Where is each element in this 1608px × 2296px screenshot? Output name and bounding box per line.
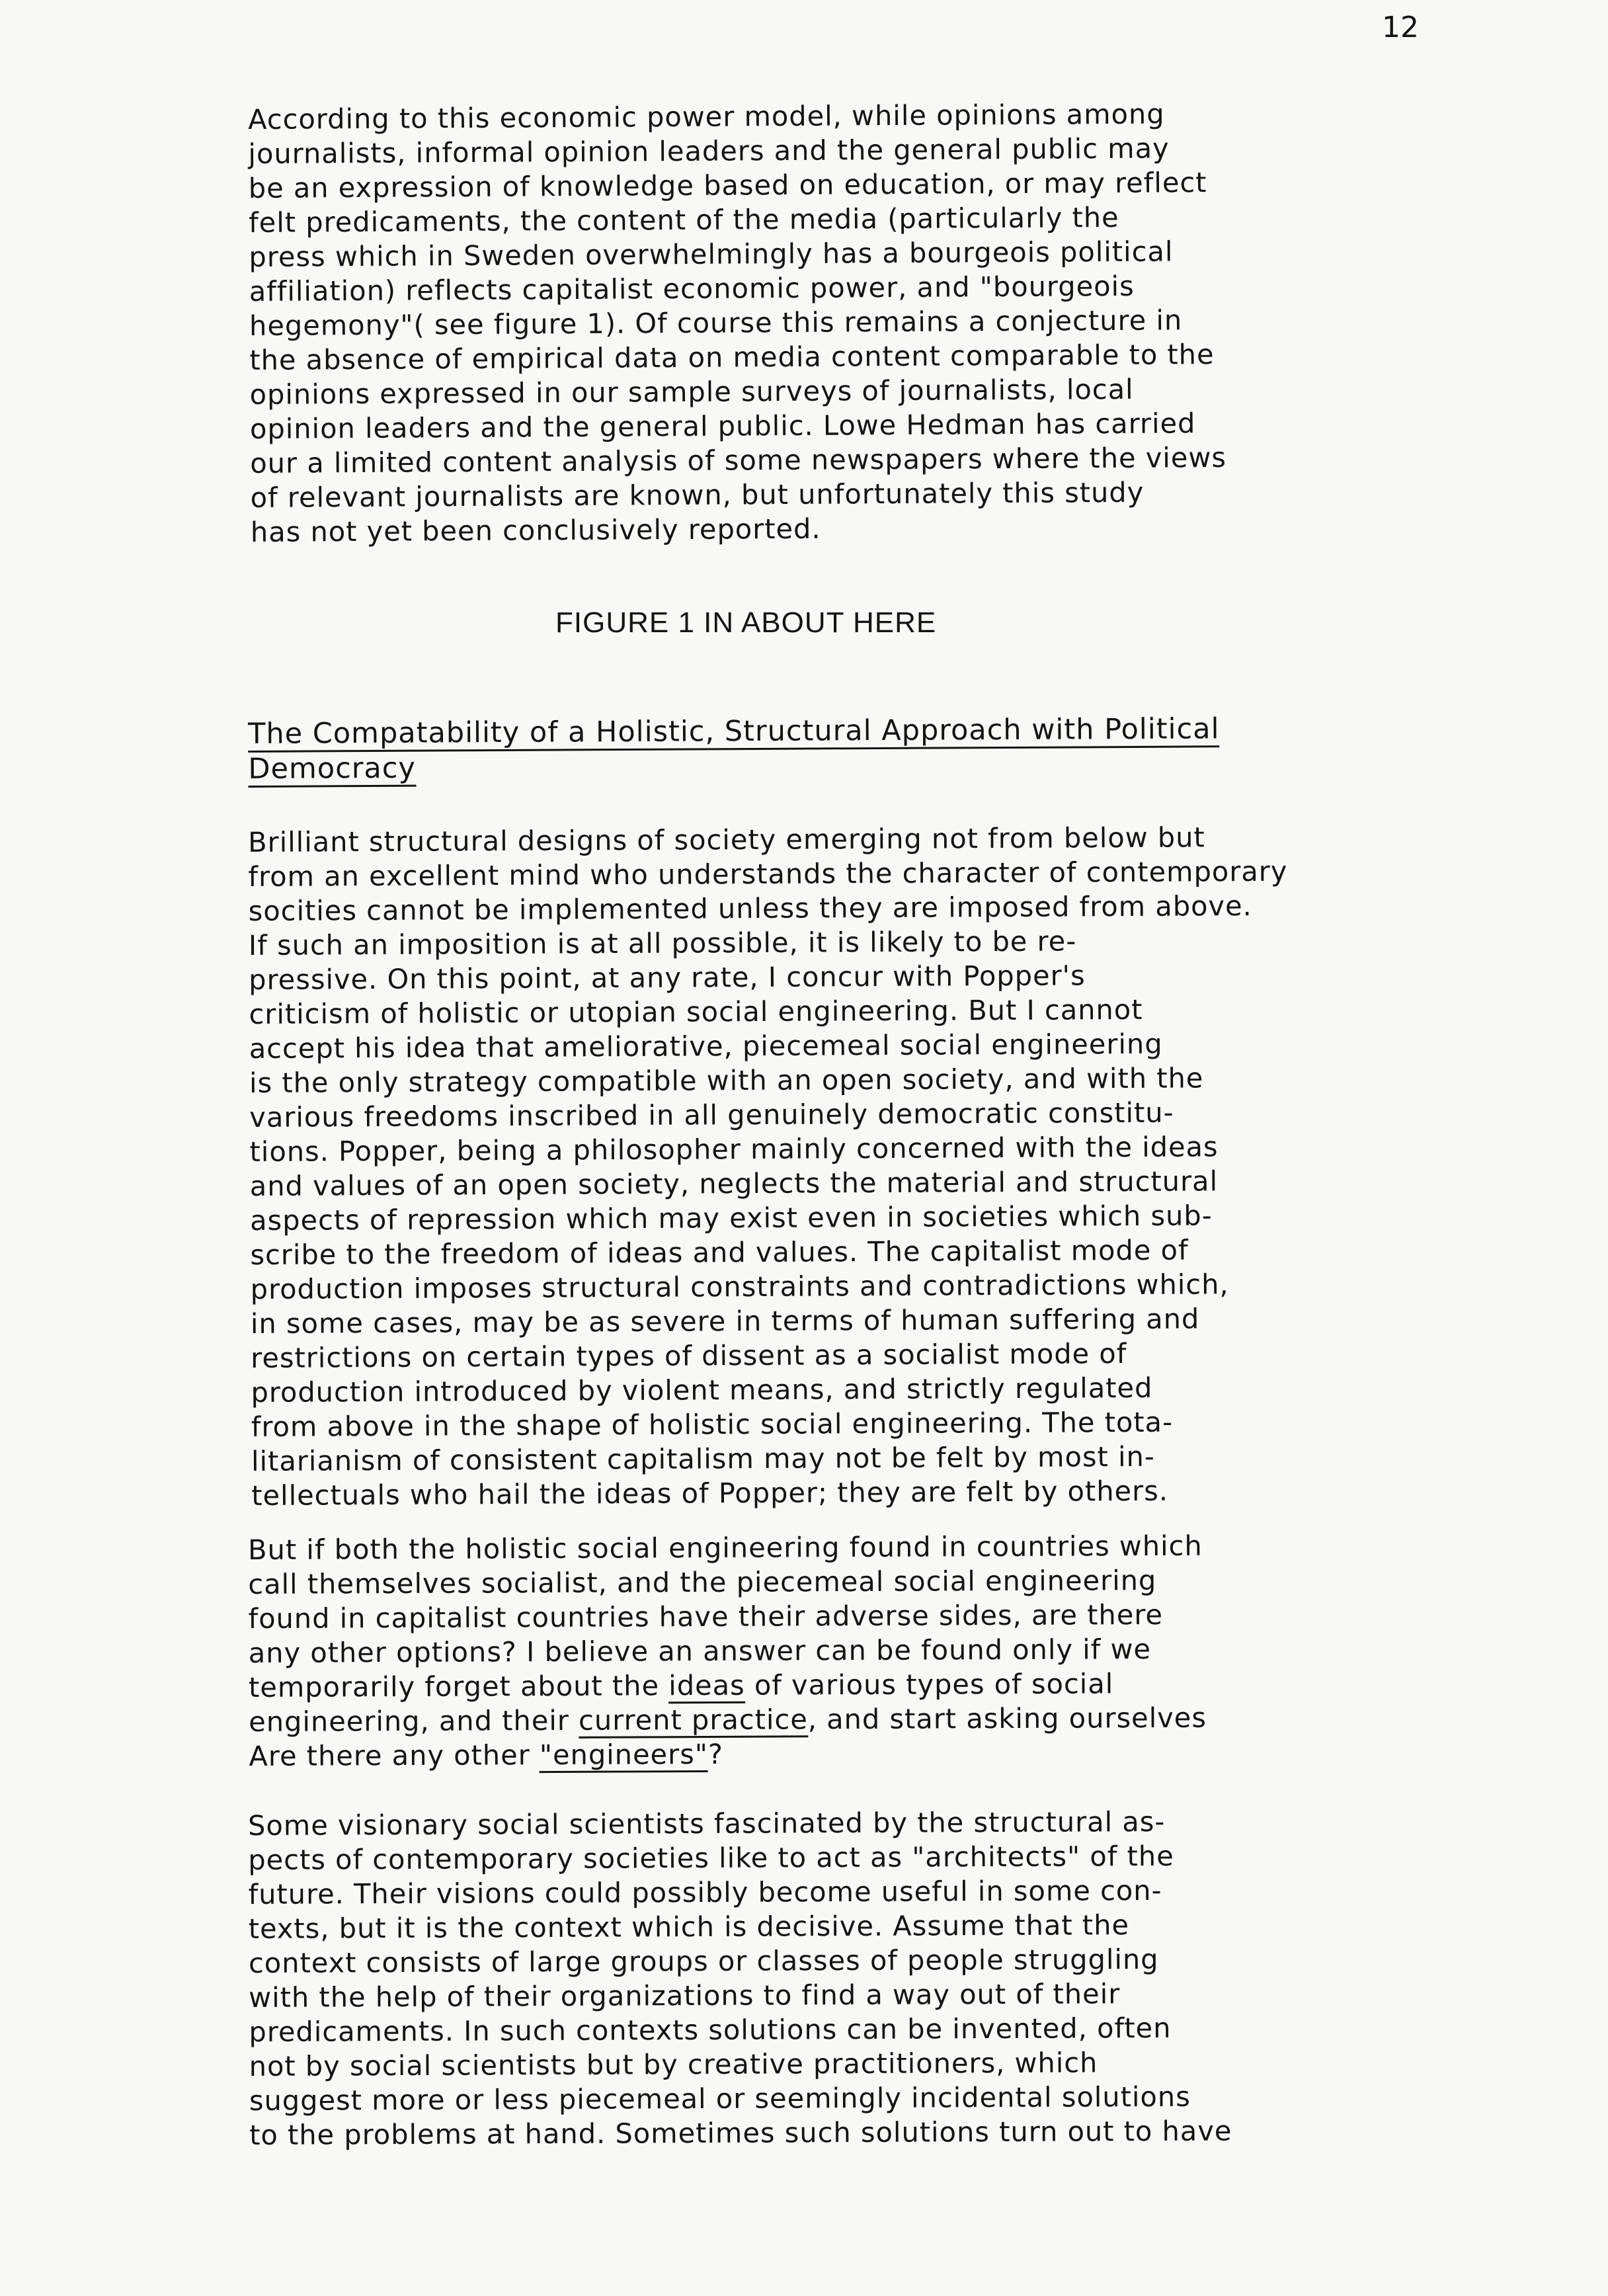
text-segment: engineering, and their: [249, 1703, 579, 1738]
text-line: accept his idea that ameliorative, piecemeal social engineering: [249, 1027, 1163, 1065]
text-line: pects of contemporary societies like to act as "architects" of the: [248, 1839, 1174, 1876]
text-line: tions. Popper, being a philosopher mainly concerned with the ideas: [249, 1130, 1219, 1168]
text-line: press which in Sweden overwhelmingly has a bourgeois political: [249, 235, 1174, 273]
text-line: call themselves socialist, and the piecemeal social engineering: [248, 1564, 1157, 1600]
underlined-word-ideas: ideas: [668, 1669, 745, 1704]
text-line: felt predicaments, the content of the media (particularly the: [248, 200, 1119, 239]
text-line: affiliation) reflects capitalist economic power, and "bourgeois: [249, 269, 1135, 308]
figure-placement-note: FIGURE 1 IN ABOUT HERE: [555, 606, 937, 639]
text-line: has not yet been conclusively reported.: [250, 512, 821, 548]
text-line: According to this economic power model, while opinions among: [248, 97, 1165, 136]
text-line: production imposes structural constraints and contradictions which,: [250, 1268, 1229, 1305]
text-line: [249, 1699, 1538, 1739]
text-line: [249, 1664, 1538, 1705]
text-line: future. Their visions could possibly become useful in some con-: [248, 1873, 1162, 1910]
underlined-phrase-current-practice: current practice: [579, 1703, 808, 1739]
text-line: opinions expressed in our sample surveys of journalists, local: [249, 372, 1134, 411]
text-line: texts, but it is the context which is decisive. Assume that the: [248, 1908, 1130, 1945]
paragraph-visionary-scientists: [248, 1803, 1539, 2152]
text-line: be an expression of knowledge based on education, or may reflect: [248, 166, 1207, 204]
paragraph-economic-power-model: [248, 95, 1540, 550]
text-line: Some visionary social scientists fascinated by the structural as-: [248, 1805, 1166, 1842]
section-heading: [248, 711, 1505, 788]
text-line: aspects of repression which may exist even in societies which sub-: [250, 1199, 1213, 1237]
text-line: our a limited content analysis of some newspapers where the views: [250, 440, 1227, 479]
text-line: opinion leaders and the general public. Lowe Hedman has carried: [249, 407, 1196, 445]
text-line: is the only strategy compatible with an open society, and with the: [249, 1061, 1204, 1099]
text-line: various freedoms inscribed in all genuinely democratic constitu-: [249, 1096, 1174, 1133]
text-line: If such an imposition is at all possible, it is likely to be re-: [248, 924, 1077, 962]
text-line: restrictions on certain types of dissent as a socialist mode of: [251, 1337, 1127, 1374]
text-line: from an excellent mind who understands the character of contemporary: [248, 854, 1288, 893]
text-line: found in capitalist countries have their adverse sides, are there: [248, 1598, 1164, 1635]
text-line: journalists, informal opinion leaders and the general public may: [248, 132, 1170, 170]
text-segment: Are there any other: [249, 1739, 540, 1772]
paragraph-other-options: [248, 1527, 1539, 1774]
text-line: of relevant journalists are known, but unfortunately this study: [250, 475, 1145, 514]
text-line: predicaments. In such contexts solutions can be invented, often: [249, 2011, 1172, 2048]
text-segment: of various types of social: [744, 1667, 1114, 1702]
text-line: litarianism of consistent capitalism may not be felt by most in-: [251, 1440, 1155, 1477]
text-line: to the problems at hand. Sometimes such solutions turn out to have: [249, 2114, 1232, 2151]
text-line: criticism of holistic or utopian social engineering. But I cannot: [249, 993, 1143, 1030]
text-line: [249, 1733, 1538, 1774]
text-line: scribe to the freedom of ideas and values. The capitalist mode of: [250, 1233, 1189, 1271]
heading-line: Democracy: [248, 752, 416, 788]
text-line: But if both the holistic social engineering found in countries which: [248, 1529, 1203, 1566]
text-line: with the help of their organizations to find a way out of their: [249, 1977, 1121, 2014]
text-segment: , and start asking ourselves: [807, 1701, 1207, 1736]
text-segment: temporarily forget about the: [248, 1669, 669, 1703]
underlined-word-engineers: "engineers": [540, 1738, 708, 1773]
text-line: tellectuals who hail the ideas of Popper; they are felt by others.: [251, 1474, 1169, 1512]
text-line: suggest more or less piecemeal or seemingly incidental solutions: [249, 2080, 1191, 2117]
text-line: from above in the shape of holistic social engineering. The tota-: [251, 1405, 1174, 1443]
page-number: 12: [1382, 11, 1419, 44]
text-line: and values of an open society, neglects the material and structural: [249, 1165, 1219, 1202]
text-line: in some cases, may be as severe in terms of human suffering and: [250, 1302, 1200, 1340]
text-line: Brilliant structural designs of society emerging not from below but: [248, 821, 1205, 858]
text-line: hegemony"( see figure 1). Of course this remains a conjecture in: [249, 304, 1183, 342]
text-segment: ?: [707, 1737, 724, 1770]
heading-line: The Compatability of a Holistic, Structural Approach with Political: [248, 712, 1220, 753]
text-line: socities cannot be implemented unless they are imposed from above.: [248, 889, 1252, 927]
text-line: context consists of large groups or classes of people struggling: [248, 1942, 1159, 1979]
text-line: any other options? I believe an answer can be found only if we: [248, 1633, 1152, 1669]
text-line: pressive. On this point, at any rate, I concur with Popper's: [249, 959, 1086, 996]
text-line: production introduced by violent means, and strictly regulated: [251, 1371, 1153, 1409]
text-line: not by social scientists but by creative practitioners, which: [249, 2046, 1098, 2082]
text-line: the absence of empirical data on media content comparable to the: [249, 338, 1215, 376]
paragraph-holistic-engineering: [248, 819, 1541, 1513]
